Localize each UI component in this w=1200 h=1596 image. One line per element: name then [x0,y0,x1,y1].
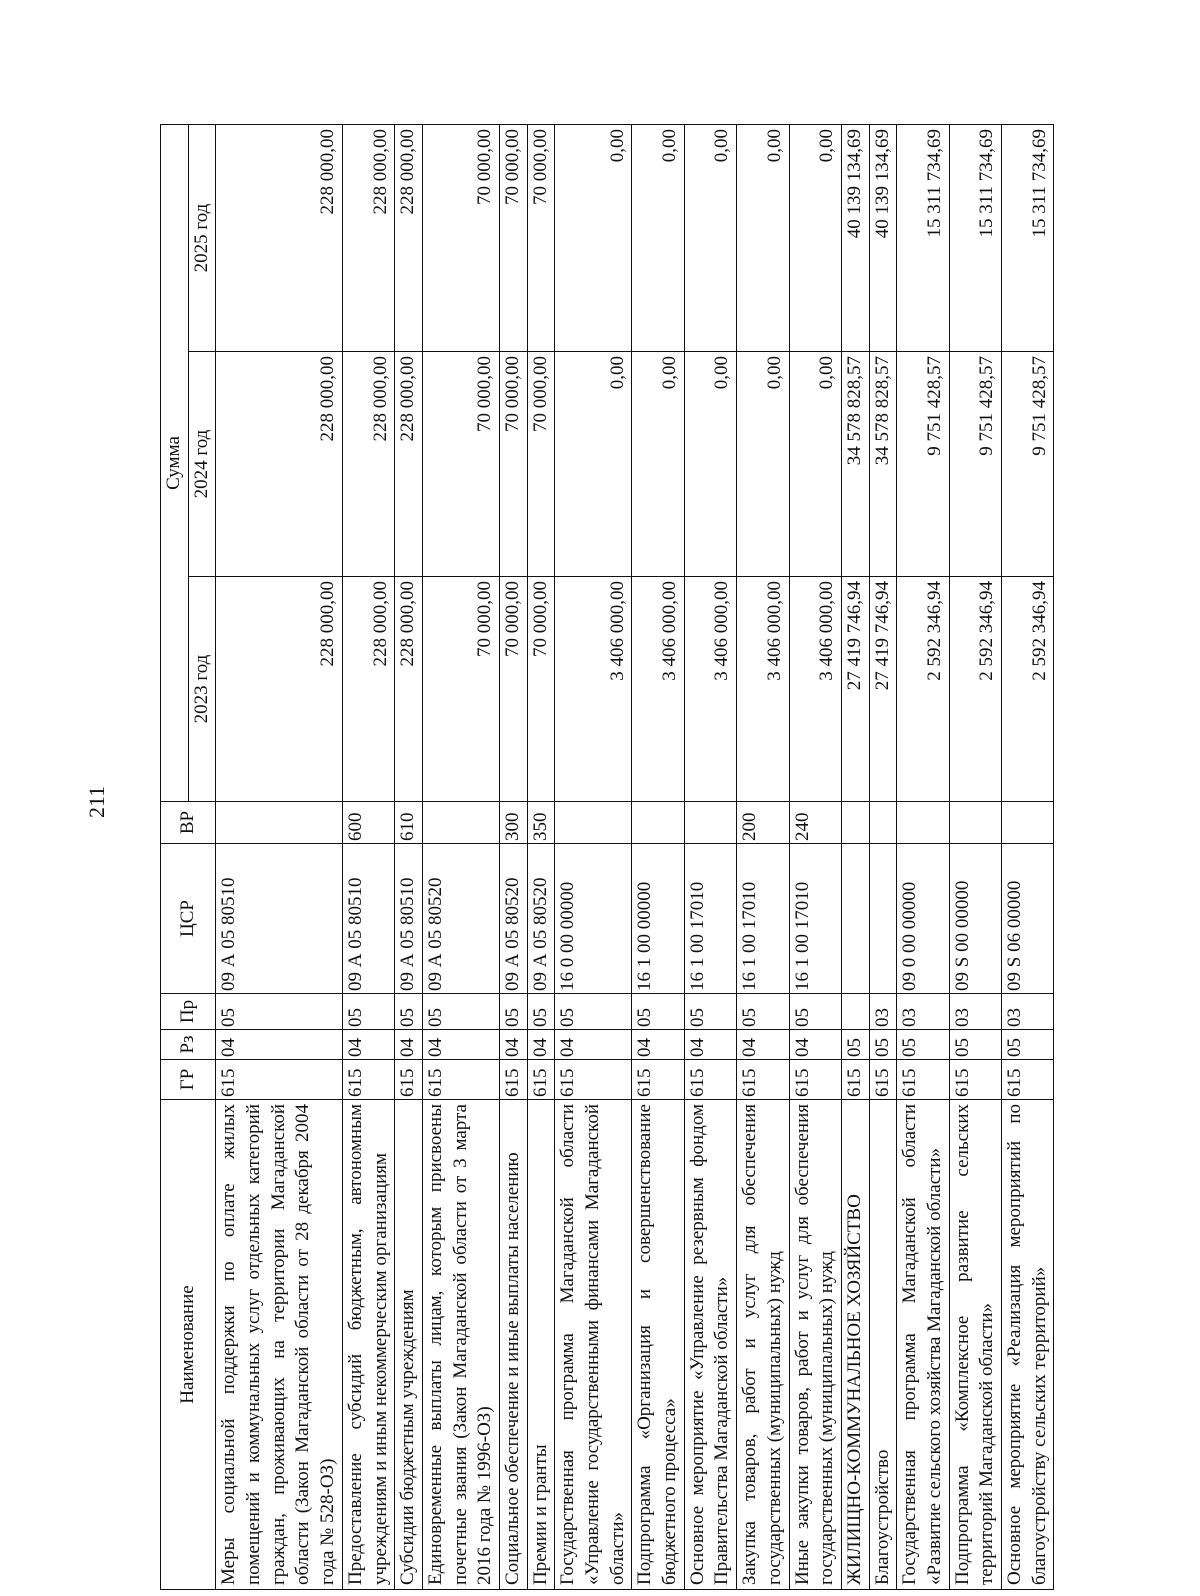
budget-table-wrapper [160,125,1054,1590]
cell-gr: 615 [1002,1060,1054,1100]
cell-pr: 05 [632,994,684,1030]
cell-2023: 2 592 346,94 [1002,577,1054,802]
cell-name: Государственная программа Магаданской области «Управление государственными финансами Магаданской области» [555,1100,632,1590]
cell-gr: 615 [789,1060,841,1100]
cell-vr [684,802,736,844]
cell-csr: 09 0 00 00000 [897,844,949,994]
cell-2024: 70 000,00 [422,352,499,577]
cell-vr [632,802,684,844]
cell-pr: 05 [342,994,394,1030]
table-row [737,125,789,1590]
cell-2025: 15 311 734,69 [897,125,949,352]
cell-name: Закупка товаров, работ и услуг для обеспечения государственных (муниципальных) нужд [737,1100,789,1590]
cell-2024: 228 000,00 [342,352,394,577]
header-vr: ВР [161,802,216,844]
cell-gr: 615 [632,1060,684,1100]
cell-pr: 03 [1002,994,1054,1030]
table-row [949,125,1001,1590]
cell-name: Социальное обеспечение и иные выплаты населению [499,1100,527,1590]
header-2023: 2023 год [188,577,216,802]
cell-rz: 04 [395,1030,423,1060]
cell-rz: 04 [555,1030,632,1060]
cell-gr: 615 [949,1060,1001,1100]
cell-2024: 34 578 828,57 [841,352,869,577]
cell-gr: 615 [395,1060,423,1100]
cell-csr: 16 1 00 17010 [684,844,736,994]
cell-pr: 03 [897,994,949,1030]
cell-2024: 34 578 828,57 [869,352,897,577]
cell-2025: 40 139 134,69 [841,125,869,352]
cell-name: Государственная программа Магаданской области «Развитие сельского хозяйства Магаданской области» [897,1100,949,1590]
cell-vr [216,802,342,844]
table-header [161,125,216,1590]
cell-rz: 05 [949,1030,1001,1060]
cell-vr [869,802,897,844]
cell-name: Иные закупки товаров, работ и услуг для обеспечения государственных (муниципальных) нужд [789,1100,841,1590]
cell-pr: 05 [422,994,499,1030]
cell-vr [949,802,1001,844]
cell-rz: 05 [841,1030,869,1060]
cell-2025: 0,00 [684,125,736,352]
cell-vr: 350 [527,802,555,844]
cell-pr: 05 [499,994,527,1030]
cell-name: Основное мероприятие «Реализация мероприятий по благоустройству сельских территорий» [1002,1100,1054,1590]
table-row [342,125,394,1590]
table-row [527,125,555,1590]
cell-2023: 27 419 746,94 [869,577,897,802]
cell-2023: 3 406 000,00 [789,577,841,802]
cell-csr: 09 А 05 80520 [422,844,499,994]
cell-pr: 05 [737,994,789,1030]
cell-pr: 05 [789,994,841,1030]
cell-2025: 228 000,00 [395,125,423,352]
cell-name: Благоустройство [869,1100,897,1590]
cell-csr: 09 А 05 80510 [395,844,423,994]
cell-csr [869,844,897,994]
cell-name: Субсидии бюджетным учреждениям [395,1100,423,1590]
cell-vr: 610 [395,802,423,844]
header-rz: Рз [161,1030,216,1060]
cell-vr [841,802,869,844]
cell-csr: 09 А 05 80510 [342,844,394,994]
cell-2025: 0,00 [737,125,789,352]
cell-rz: 04 [527,1030,555,1060]
header-gr: ГР [161,1060,216,1100]
cell-vr [422,802,499,844]
cell-2025: 15 311 734,69 [949,125,1001,352]
cell-2023: 228 000,00 [216,577,342,802]
cell-vr: 600 [342,802,394,844]
cell-2025: 70 000,00 [422,125,499,352]
cell-2023: 3 406 000,00 [684,577,736,802]
cell-2023: 3 406 000,00 [555,577,632,802]
cell-2024: 9 751 428,57 [1002,352,1054,577]
table-row [789,125,841,1590]
page-number: 211 [84,785,109,818]
table-row [1002,125,1054,1590]
table-row [684,125,736,1590]
cell-rz: 04 [789,1030,841,1060]
cell-vr [897,802,949,844]
cell-rz: 04 [342,1030,394,1060]
cell-2024: 0,00 [684,352,736,577]
table-row [499,125,527,1590]
header-2024: 2024 год [188,352,216,577]
cell-gr: 615 [869,1060,897,1100]
cell-csr: 16 1 00 17010 [737,844,789,994]
cell-2024: 0,00 [632,352,684,577]
table-row [841,125,869,1590]
header-pr: Пр [161,994,216,1030]
cell-pr: 05 [216,994,342,1030]
cell-pr: 05 [555,994,632,1030]
cell-gr: 615 [897,1060,949,1100]
cell-csr: 09 А 05 80520 [527,844,555,994]
cell-rz: 05 [869,1030,897,1060]
cell-2024: 0,00 [555,352,632,577]
cell-2023: 27 419 746,94 [841,577,869,802]
cell-gr: 615 [684,1060,736,1100]
cell-2024: 9 751 428,57 [897,352,949,577]
cell-vr: 200 [737,802,789,844]
header-2025: 2025 год [188,125,216,352]
table-body [216,125,1054,1590]
cell-2025: 0,00 [555,125,632,352]
cell-pr: 03 [949,994,1001,1030]
cell-2025: 70 000,00 [499,125,527,352]
cell-name: Меры социальной поддержки по оплате жилых помещений и коммунальных услуг отдельных категорий граждан, проживающих на территории Магаданской области (Закон Магаданской области от 28 декабря 2004 года № 528-ОЗ) [216,1100,342,1590]
cell-pr: 05 [395,994,423,1030]
cell-pr [841,994,869,1030]
table-row [869,125,897,1590]
cell-csr: 09 А 05 80520 [499,844,527,994]
table-row [632,125,684,1590]
cell-2023: 70 000,00 [422,577,499,802]
cell-gr: 615 [527,1060,555,1100]
cell-gr: 615 [342,1060,394,1100]
cell-csr [841,844,869,994]
cell-2024: 70 000,00 [499,352,527,577]
cell-rz: 05 [1002,1030,1054,1060]
cell-rz: 04 [684,1030,736,1060]
cell-rz: 05 [897,1030,949,1060]
header-csr: ЦСР [161,844,216,994]
cell-csr: 09 S 00 00000 [949,844,1001,994]
cell-2025: 0,00 [632,125,684,352]
cell-csr: 09 А 05 80510 [216,844,342,994]
cell-csr: 16 1 00 17010 [789,844,841,994]
cell-pr: 05 [527,994,555,1030]
cell-name: Премии и гранты [527,1100,555,1590]
cell-2024: 228 000,00 [216,352,342,577]
cell-2024: 0,00 [737,352,789,577]
budget-table [160,124,1054,1590]
cell-csr: 09 S 06 00000 [1002,844,1054,994]
cell-pr: 03 [869,994,897,1030]
cell-2023: 70 000,00 [499,577,527,802]
cell-csr: 16 1 00 00000 [632,844,684,994]
cell-gr: 615 [737,1060,789,1100]
header-sum: Сумма [161,125,189,802]
table-row [216,125,342,1590]
cell-vr: 240 [789,802,841,844]
table-row [555,125,632,1590]
cell-gr: 615 [841,1060,869,1100]
cell-2025: 0,00 [789,125,841,352]
cell-gr: 615 [499,1060,527,1100]
cell-2023: 3 406 000,00 [632,577,684,802]
table-row [422,125,499,1590]
cell-2023: 2 592 346,94 [949,577,1001,802]
cell-2023: 70 000,00 [527,577,555,802]
cell-2023: 228 000,00 [342,577,394,802]
table-row [897,125,949,1590]
cell-2024: 228 000,00 [395,352,423,577]
cell-rz: 04 [216,1030,342,1060]
cell-rz: 04 [499,1030,527,1060]
cell-2024: 0,00 [789,352,841,577]
cell-pr: 05 [684,994,736,1030]
cell-vr [1002,802,1054,844]
cell-name: Единовременные выплаты лицам, которым присвоены почетные звания (Закон Магаданской области от 3 марта 2016 года № 1996-ОЗ) [422,1100,499,1590]
cell-2023: 2 592 346,94 [897,577,949,802]
cell-2024: 70 000,00 [527,352,555,577]
cell-2025: 70 000,00 [527,125,555,352]
cell-name: ЖИЛИЩНО-КОММУНАЛЬНОЕ ХОЗЯЙСТВО [841,1100,869,1590]
cell-gr: 615 [422,1060,499,1100]
cell-2025: 40 139 134,69 [869,125,897,352]
cell-gr: 615 [216,1060,342,1100]
cell-vr [555,802,632,844]
cell-rz: 04 [632,1030,684,1060]
cell-vr: 300 [499,802,527,844]
cell-rz: 04 [737,1030,789,1060]
cell-name: Подпрограмма «Комплексное развитие сельских территорий Магаданской области» [949,1100,1001,1590]
cell-name: Подпрограмма «Организация и совершенствование бюджетного процесса» [632,1100,684,1590]
cell-2023: 3 406 000,00 [737,577,789,802]
cell-rz: 04 [422,1030,499,1060]
cell-csr: 16 0 00 00000 [555,844,632,994]
cell-2025: 228 000,00 [342,125,394,352]
cell-2023: 228 000,00 [395,577,423,802]
cell-name: Основное мероприятие «Управление резервным фондом Правительства Магаданской области» [684,1100,736,1590]
cell-2025: 228 000,00 [216,125,342,352]
cell-gr: 615 [555,1060,632,1100]
table-row [395,125,423,1590]
cell-name: Предоставление субсидий бюджетным, автономным учреждениям и иным некоммерческим организациям [342,1100,394,1590]
cell-2024: 9 751 428,57 [949,352,1001,577]
cell-2025: 15 311 734,69 [1002,125,1054,352]
header-name: Наименование [161,1100,216,1590]
